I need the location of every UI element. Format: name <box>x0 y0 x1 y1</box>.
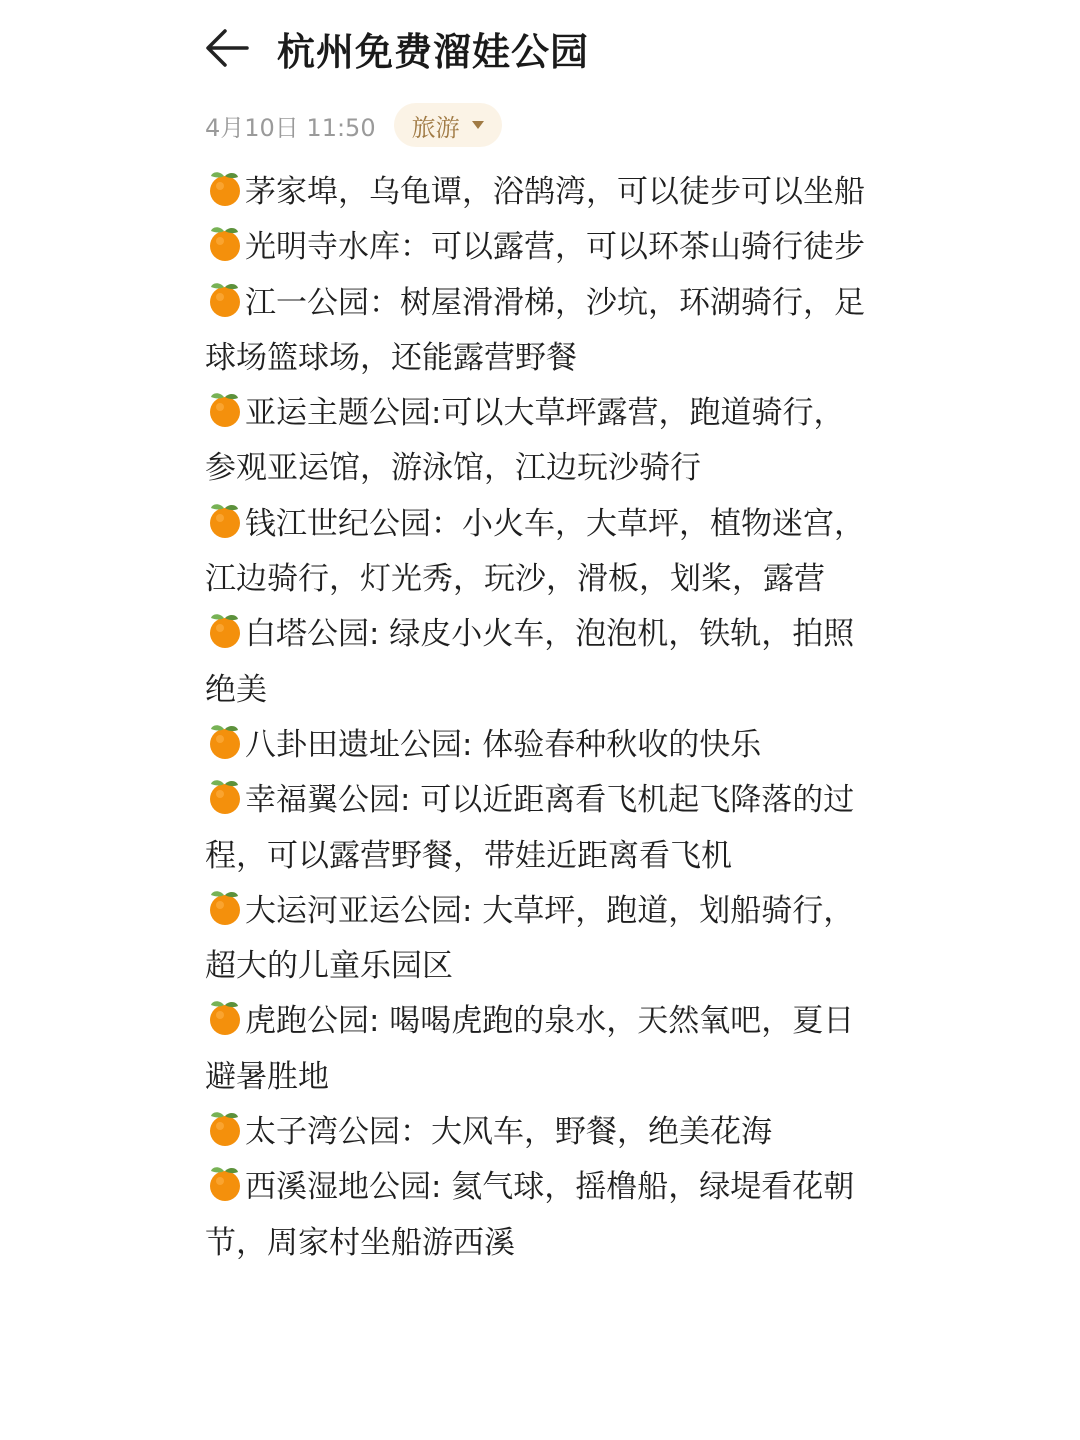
list-item <box>205 220 875 275</box>
list-item <box>205 497 875 608</box>
arrow-left-icon <box>205 28 249 68</box>
list-item <box>205 884 875 995</box>
list-item <box>205 718 875 773</box>
category-label: 旅游 <box>411 113 460 142</box>
list-item <box>205 276 875 387</box>
post-meta <box>205 102 502 148</box>
list-item-text: 太子湾公园：大风车，野餐，绝美花海 <box>245 1114 772 1151</box>
orange-emoji-icon <box>205 168 245 208</box>
list-item-text: 钱江世纪公园：小火车，大草坪，植物迷宫，江边骑行，灯光秀，玩沙，滑板，划桨，露营 <box>205 505 865 598</box>
list-item-text: 光明寺水库：可以露营，可以环茶山骑行徒步 <box>245 229 865 266</box>
list-item <box>205 1105 875 1160</box>
list-item <box>205 1160 875 1271</box>
caret-down-icon <box>472 121 484 129</box>
orange-emoji-icon <box>205 997 245 1037</box>
page-title: 杭州免费溜娃公园 <box>277 29 590 74</box>
list-item-text: 虎跑公园: 喝喝虎跑的泉水，天然氧吧，夏日避暑胜地 <box>205 1003 855 1095</box>
orange-emoji-icon <box>205 223 245 263</box>
back-button[interactable] <box>205 25 251 71</box>
orange-emoji-icon <box>205 610 245 650</box>
post-body <box>205 165 875 1271</box>
orange-emoji-icon <box>205 721 245 761</box>
list-item <box>205 994 875 1105</box>
list-item-text: 八卦田遗址公园: 体验春种秋收的快乐 <box>245 726 762 763</box>
list-item-text: 白塔公园: 绿皮小火车，泡泡机，铁轨，拍照绝美 <box>205 616 855 708</box>
list-item <box>205 773 875 884</box>
list-item-text: 亚运主题公园:可以大草坪露营，跑道骑行，参观亚运馆，游泳馆，江边玩沙骑行 <box>205 395 845 487</box>
orange-emoji-icon <box>205 887 245 927</box>
list-item-text: 幸福翼公园: 可以近距离看飞机起飞降落的过程，可以露营野餐，带娃近距离看飞机 <box>205 782 855 874</box>
list-item <box>205 165 875 220</box>
post-timestamp: 4月10日 11:50 <box>205 113 376 142</box>
list-item-text: 茅家埠，乌龟谭，浴鹄湾，可以徒步可以坐船 <box>245 174 865 210</box>
orange-emoji-icon <box>205 389 245 429</box>
orange-emoji-icon <box>205 1163 245 1203</box>
orange-emoji-icon <box>205 1108 245 1148</box>
list-item <box>205 607 875 718</box>
list-item-text: 西溪湿地公园: 氦气球，摇橹船，绿堤看花朝节，周家村坐船游西溪 <box>205 1169 855 1261</box>
category-selector[interactable] <box>394 103 502 147</box>
orange-emoji-icon <box>205 776 245 816</box>
top-bar <box>205 20 589 76</box>
list-item <box>205 386 875 497</box>
orange-emoji-icon <box>205 500 245 540</box>
list-item-text: 江一公园：树屋滑滑梯，沙坑，环湖骑行，足球场篮球场，还能露营野餐 <box>205 284 865 376</box>
list-item-text: 大运河亚运公园: 大草坪，跑道，划船骑行，超大的儿童乐园区 <box>205 892 855 985</box>
orange-emoji-icon <box>205 279 245 319</box>
